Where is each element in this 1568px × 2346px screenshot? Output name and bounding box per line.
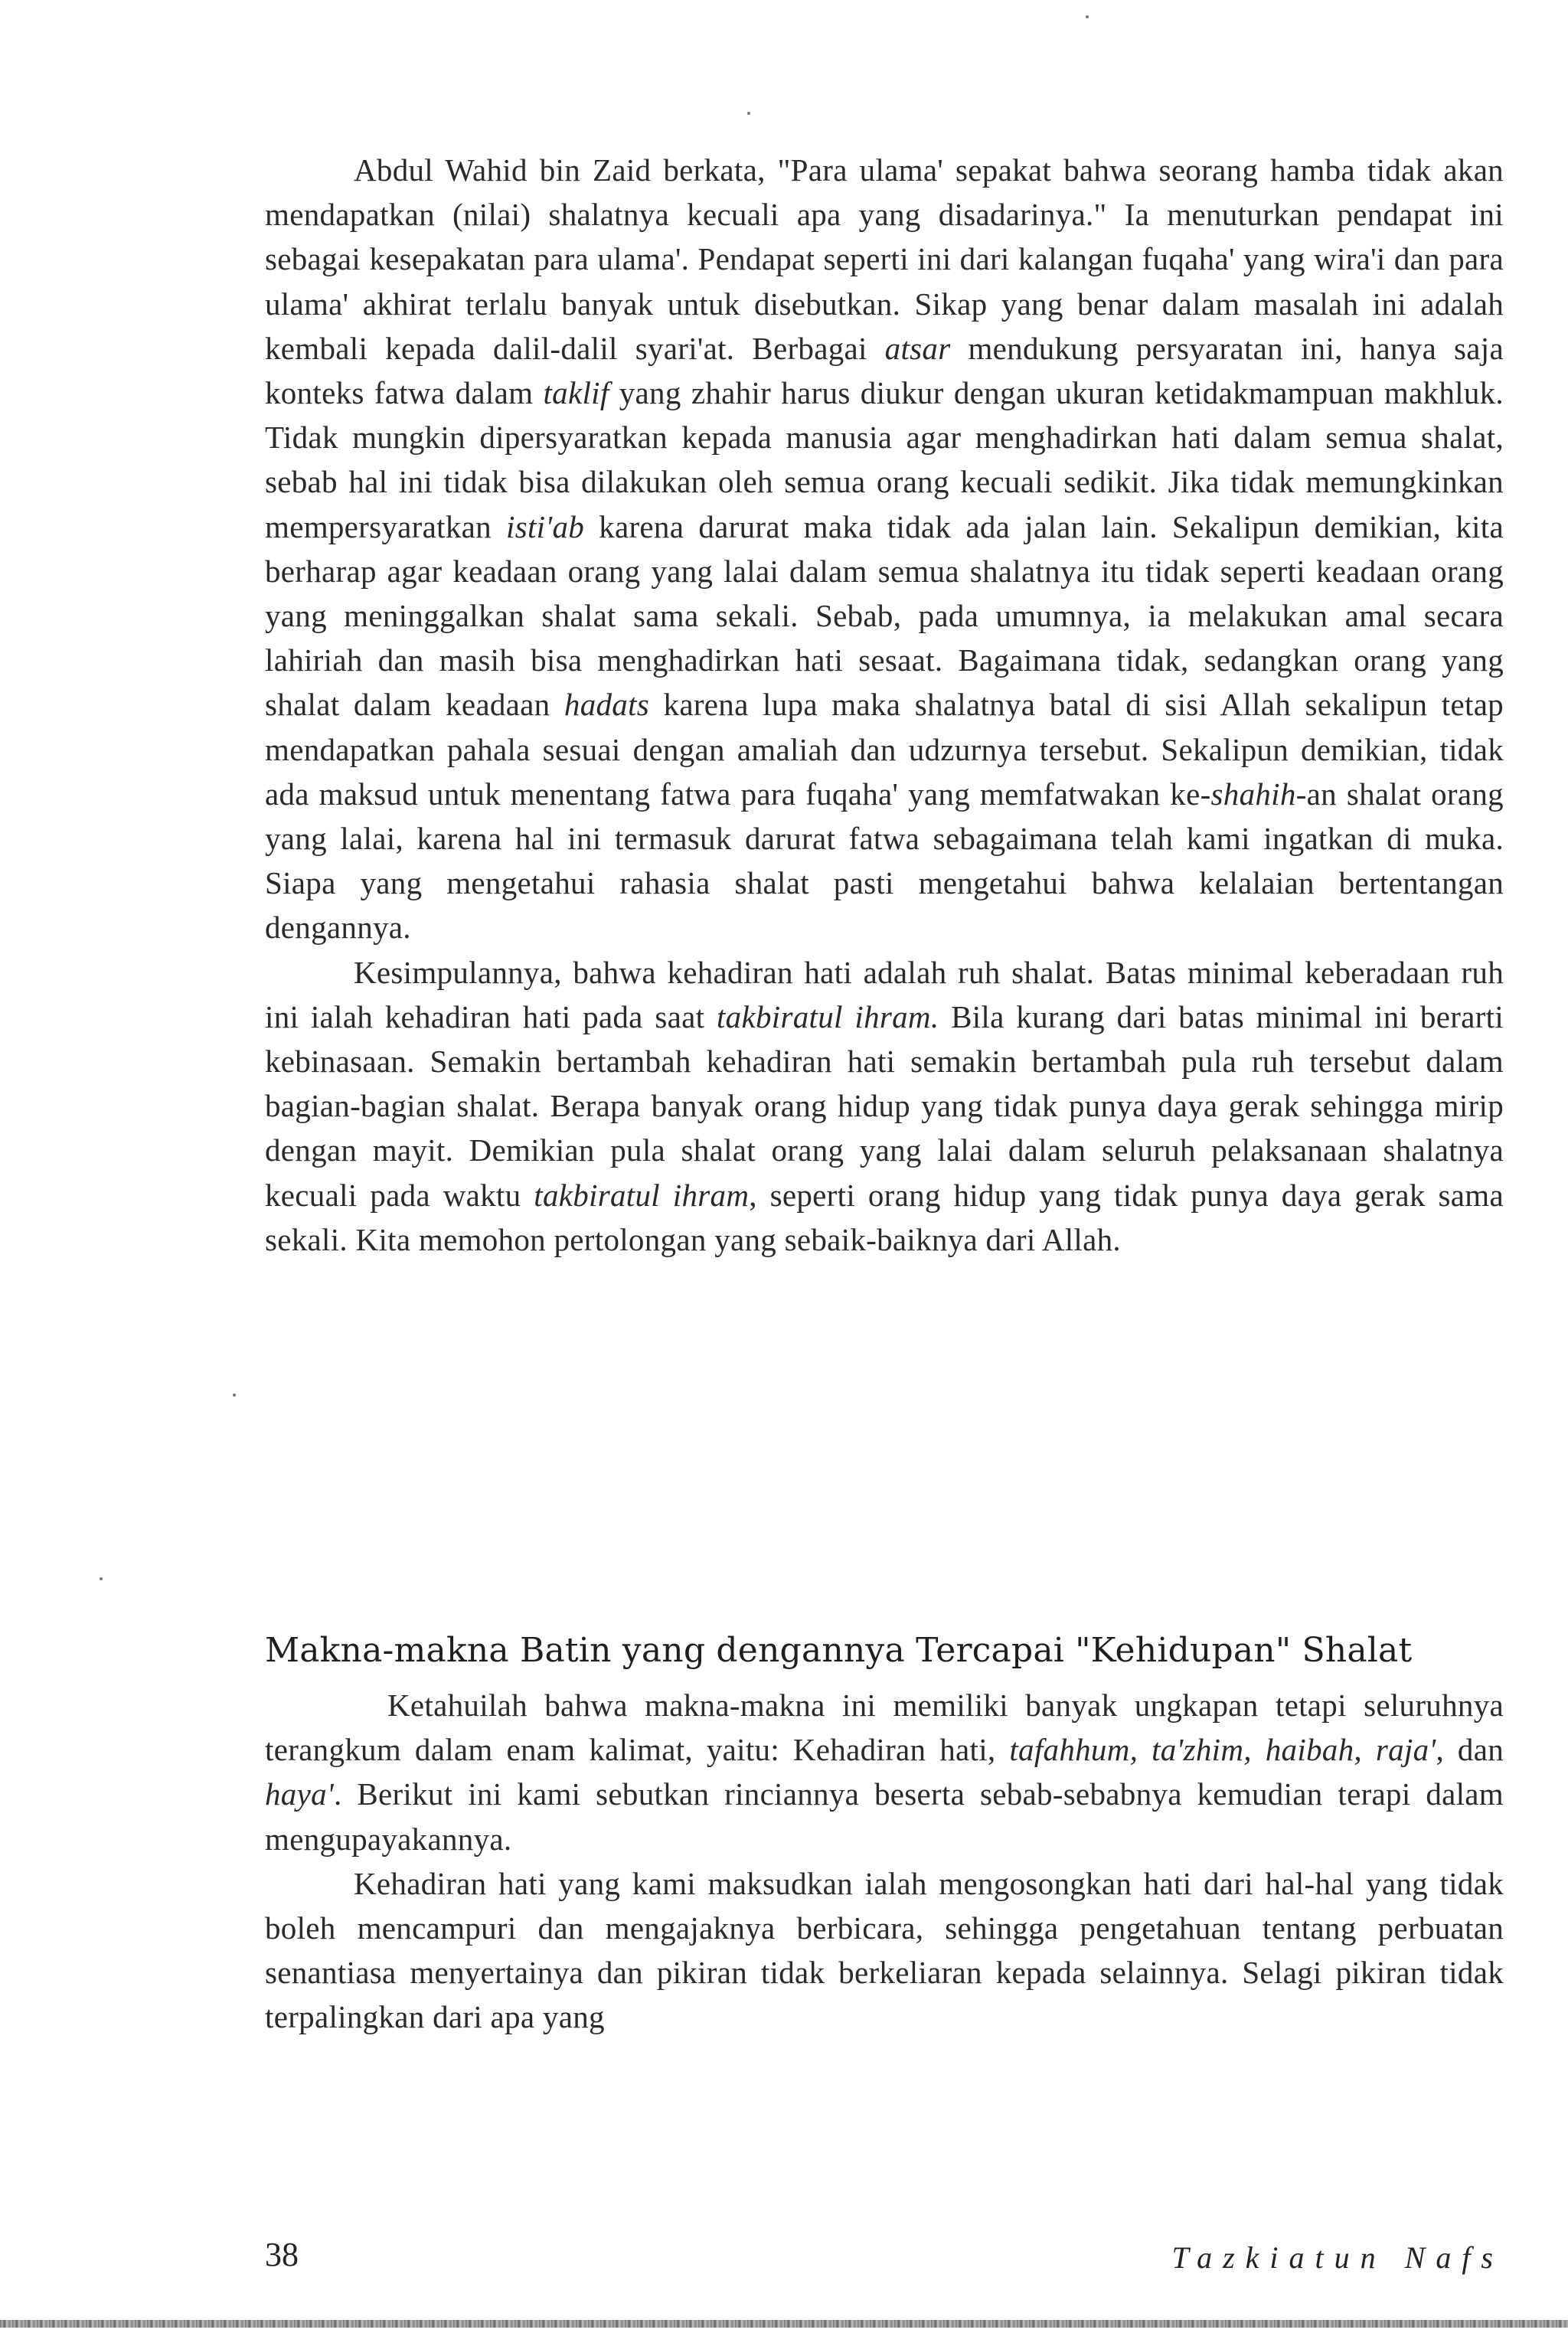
text-run: Abdul Wahid bin Zaid berkata, "Para ulama' sepakat bahwa seorang hamba tidak akan mendapatkan (nilai) shalatnya kecuali apa yang disadarinya." Ia menuturkan pendapat ini sebagai kesepakatan para ulama'. Pendapat seperti ini dari kalangan fuqaha' yang wira'i dan para ulama' akhirat terlalu banyak untuk disebutkan. Sikap yang benar dalam masalah ini adalah kembali kepada dalil-dalil syari'at. Berbagai [265,152,1504,366]
text-run: Kesimpulannya, bahwa kehadiran hati adalah ruh shalat. Batas minimal keberadaan ruh ini ialah kehadiran hati pada saat [265,954,1504,1034]
text-run: . Berikut ini kami sebutkan rinciannya beserta sebab-sebabnya kemudian terapi dalam mengupayakannya. [265,1776,1504,1857]
body-text-bottom [265,1683,1504,2040]
paragraph [265,1683,1504,1861]
italic-term: hadats [564,687,650,723]
scan-edge-noise [0,2320,1568,2328]
paragraph [265,148,1504,950]
text-run: karena lupa maka shalatnya batal di sisi Allah sekalipun tetap mendapatkan pahala sesuai dengan amaliah dan udzurnya tersebut. Sekalipun demikian, tidak ada maksud untuk menentang fatwa para fuqaha' yang memfatwakan ke- [265,687,1504,812]
paragraph [265,1861,1504,2040]
paragraph [265,950,1504,1262]
text-run: Ketahuilah bahwa makna-makna ini memiliki banyak ungkapan tetapi seluruhnya terangkum dalam enam kalimat, yaitu: Kehadiran hati, [265,1688,1504,1768]
italic-term: tafahhum, ta'zhim, haibah, raja' [1009,1732,1436,1768]
italic-term: shahih [1210,776,1296,812]
text-run: karena darurat maka tidak ada jalan lain. Sekalipun demikian, kita berharap agar keadaan orang yang lalai dalam semua shalatnya itu tidak seperti keadaan orang yang meninggalkan shalat sama sekali. Sebab, pada umumnya, ia melakukan amal secara lahiriah dan masih bisa menghadirkan hati sesaat. Bagaimana tidak, sedangkan orang yang shalat dalam keadaan [265,508,1504,723]
italic-term: atsar [884,330,951,366]
body-text-top [265,148,1504,1262]
italic-term: haya' [265,1776,334,1812]
text-run: , dan [1436,1732,1504,1768]
section-heading: Makna-makna Batin yang dengannya Tercapai "Kehidupan" Shalat [265,1631,1413,1670]
scan-speck [100,1577,103,1580]
italic-term: isti'ab [506,508,585,544]
scan-speck [233,1394,236,1397]
scan-speck [747,112,750,115]
italic-term: taklif [543,375,609,411]
text-run: Kehadiran hati yang kami maksudkan ialah mengosongkan hati dari hal-hal yang tidak boleh mencampuri dan mengajaknya berbicara, sehingga pengetahuan tentang perbuatan senantiasa menyertainya dan pikiran tidak berkeliaran kepada selainnya. Selagi pikiran tidak terpalingkan dari apa yang [265,1865,1504,2035]
scan-speck [1086,15,1089,18]
text-run: yang zhahir harus diukur dengan ukuran ketidakmampuan makhluk. Tidak mungkin dipersyaratkan kepada manusia agar menghadirkan hati dalam semua shalat, sebab hal ini tidak bisa dilakukan oleh semua orang kecuali sedikit. Jika tidak memungkinkan mempersyaratkan [265,375,1504,544]
italic-term: takbiratul ihram [534,1177,750,1213]
running-footer-title: Tazkiatun Nafs [1171,2240,1504,2275]
text-run: Bila kurang dari batas minimal ini berarti kebinasaan. Semakin bertambah kehadiran hati semakin bertambah pula ruh tersebut dalam bagian-bagian shalat. Berapa banyak orang hidup yang tidak punya daya gerak sehingga mirip dengan mayit. Demikian pula shalat orang yang lalai dalam seluruh pelaksanaan shalatnya kecuali pada waktu [265,998,1504,1213]
text-run: mendukung persyaratan ini, hanya saja konteks fatwa dalam [265,330,1504,411]
text-run: , seperti orang hidup yang tidak punya daya gerak sama sekali. Kita memohon pertolongan yang sebaik-baiknya dari Allah. [265,1177,1504,1257]
page-number: 38 [265,2236,299,2273]
text-run: -an shalat orang yang lalai, karena hal ini termasuk darurat fatwa sebagaimana telah kami ingatkan di muka. Siapa yang mengetahui rahasia shalat pasti mengetahui bahwa kelalaian bertentangan dengannya. [265,776,1504,946]
italic-term: takbiratul ihram. [716,998,939,1034]
